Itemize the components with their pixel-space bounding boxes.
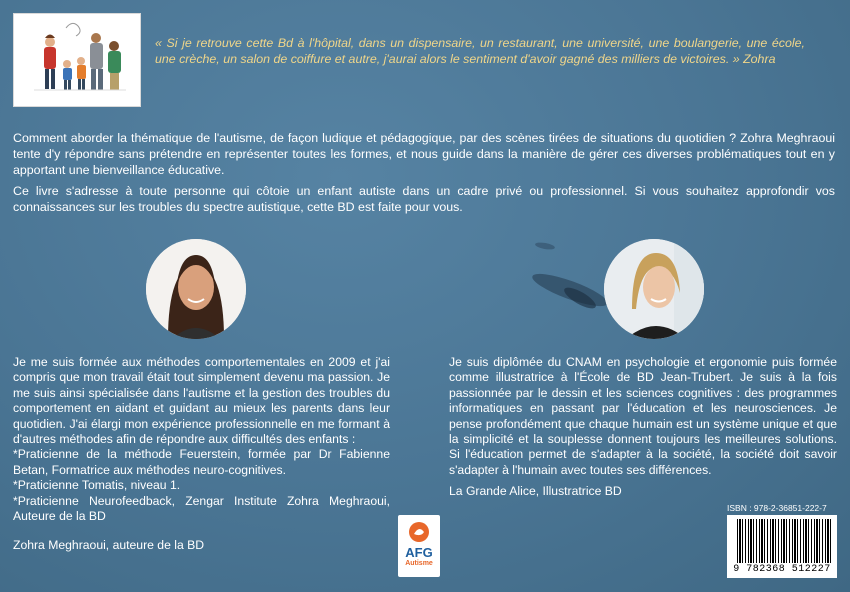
author-training-2: *Praticienne Tomatis, niveau 1. bbox=[13, 478, 181, 493]
publisher-name: AFG bbox=[405, 545, 433, 560]
author-portrait bbox=[146, 239, 246, 339]
testimonial-quote: « Si je retrouve cette Bd à l'hôpital, dans un dispensaire, un restaurant, une université, une boulangerie, une école, une crèche, un salon de coiffure et autre, j'aurai alors le sentiment d'avoir gagné des milliers de victoires. » Zohra bbox=[155, 36, 805, 66]
barcode-bars bbox=[737, 519, 831, 563]
illustrator-signature: La Grande Alice, Illustratrice BD bbox=[449, 484, 622, 498]
author-bio: Je me suis formée aux méthodes comportementales en 2009 et j'ai compris que mon travail était tout simplement devenu ma passion. Je me suis ainsi spécialisée dans l'autisme et la gestion des troubles du comportement en aidant et guidant au mieux les parents dans leur quotidien. J'ai élargi mon expérience professionnelle en me formant à d'autres méthodes afin de répondre aux difficultés des enfants : bbox=[13, 355, 390, 447]
illustrator-portrait bbox=[604, 239, 704, 339]
author-training-1: *Praticienne de la méthode Feuerstein, formée par Dr Fabienne Betan, Formatrice aux méthodes neuro-cognitives. bbox=[13, 447, 390, 477]
publisher-tagline: Autisme bbox=[405, 560, 433, 567]
isbn-label: ISBN : 978-2-36851-222-7 bbox=[727, 503, 827, 513]
intro-paragraph-1: Comment aborder la thématique de l'autisme, de façon ludique et pédagogique, par des scènes tirées de situations du quotidien ? Zohra Meghraoui tente d'y répondre sans prétendre en représenter toutes les formes, et nous guide dans la manière de gérer ces diverses problématiques tout en y apportant une bienveillance éducative. bbox=[13, 131, 835, 177]
illustrator-bio: Je suis diplômée du CNAM en psychologie et ergonomie puis formée comme illustratrice à l'École de BD Jean-Trubert. Je suis à la fois passionnée par le dessin et les sciences cognitives : des programmes informatiques en passant par l'éducation et les neurosciences. Je pense profondément que chaque humain est un système unique et que la simplicité et la souplesse donnent toujours les meilleures solutions. Si l'éducation permet de s'adapter à la société, la société doit savoir s'adapter à l'humain avec toutes ses différences. bbox=[449, 355, 837, 477]
family-illustration bbox=[13, 13, 141, 107]
author-signature: Zohra Meghraoui, auteure de la BD bbox=[13, 538, 205, 552]
author-training-3: *Praticienne Neurofeedback, Zengar Institute Zohra Meghraoui, Auteure de la BD bbox=[13, 493, 390, 524]
author-bio-block bbox=[13, 355, 390, 524]
barcode bbox=[727, 515, 837, 578]
intro-paragraph-2: Ce livre s'adresse à toute personne qui côtoie un enfant autiste dans un cadre privé ou professionnel. Si vous souhaitez approfondir vos connaissances sur les troubles du spectre autistique, cette BD est faite pour vous. bbox=[13, 184, 835, 214]
publisher-logo bbox=[398, 515, 440, 577]
publisher-emblem-icon bbox=[408, 521, 430, 543]
barcode-number: 9 782368 512227 bbox=[733, 564, 831, 575]
